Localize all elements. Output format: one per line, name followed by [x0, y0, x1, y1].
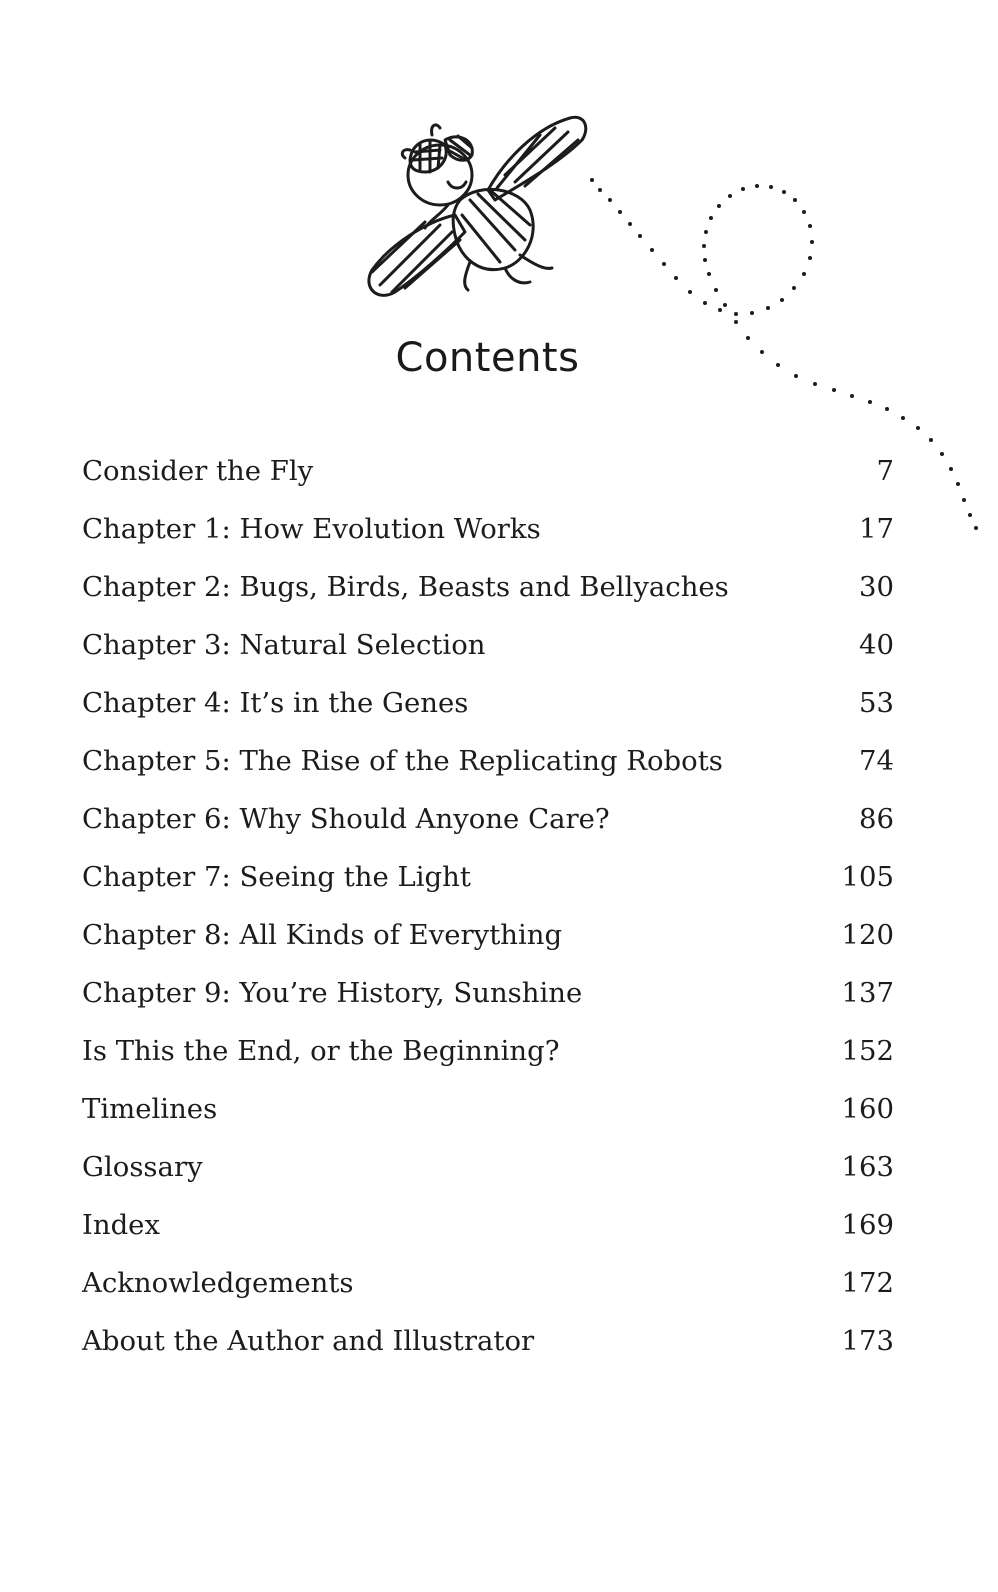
- toc-entry-title: Timelines: [82, 1093, 218, 1125]
- toc-entry-page: 120: [841, 919, 894, 951]
- toc-entry-title: Glossary: [82, 1151, 203, 1183]
- toc-entry: [82, 790, 894, 848]
- toc-entry-title: Chapter 1: How Evolution Works: [82, 513, 541, 545]
- toc-entry-title: Consider the Fly: [82, 455, 314, 487]
- toc-entry-page: 86: [859, 803, 894, 835]
- toc-entry-page: 160: [841, 1093, 894, 1125]
- toc-entry-page: 17: [859, 513, 894, 545]
- toc-entry-page: 7: [876, 455, 894, 487]
- toc-entry: [82, 616, 894, 674]
- toc-entry: [82, 1138, 894, 1196]
- toc-entry: [82, 1022, 894, 1080]
- toc-entry-title: Chapter 3: Natural Selection: [82, 629, 486, 661]
- toc-entry: [82, 442, 894, 500]
- toc-entry-page: 30: [859, 571, 894, 603]
- toc-entry: [82, 500, 894, 558]
- toc-entry-page: 169: [841, 1209, 894, 1241]
- toc-entry-title: Index: [82, 1209, 160, 1241]
- toc-entry-title: Chapter 4: It’s in the Genes: [82, 687, 469, 719]
- toc-entry-title: Chapter 7: Seeing the Light: [82, 861, 471, 893]
- toc-entry-title: Chapter 6: Why Should Anyone Care?: [82, 803, 610, 835]
- toc-entry: [82, 732, 894, 790]
- toc-entry-title: Chapter 5: The Rise of the Replicating Robots: [82, 745, 723, 777]
- toc-entry-title: About the Author and Illustrator: [82, 1325, 535, 1357]
- toc-entry-title: Is This the End, or the Beginning?: [82, 1035, 560, 1067]
- toc-entry: [82, 674, 894, 732]
- toc-entry: [82, 1196, 894, 1254]
- toc-entry: [82, 1312, 894, 1370]
- toc-entry: [82, 848, 894, 906]
- fly-icon: [369, 117, 586, 295]
- toc-entry-title: Chapter 9: You’re History, Sunshine: [82, 977, 583, 1009]
- toc-entry-page: 40: [859, 629, 894, 661]
- toc-entry-page: 53: [859, 687, 894, 719]
- toc-entry-title: Chapter 8: All Kinds of Everything: [82, 919, 563, 951]
- toc-entry-page: 137: [841, 977, 894, 1009]
- toc-entry-page: 163: [841, 1151, 894, 1183]
- toc-entry-page: 172: [841, 1267, 894, 1299]
- toc-entry: [82, 906, 894, 964]
- toc-entry-title: Acknowledgements: [82, 1267, 354, 1299]
- toc-entry-title: Chapter 2: Bugs, Birds, Beasts and Bellyaches: [82, 571, 729, 603]
- toc-entry: [82, 964, 894, 1022]
- table-of-contents: [82, 442, 894, 1370]
- toc-entry: [82, 558, 894, 616]
- toc-entry-page: 74: [859, 745, 894, 777]
- toc-entry: [82, 1080, 894, 1138]
- toc-entry-page: 105: [841, 861, 894, 893]
- toc-entry-page: 152: [841, 1035, 894, 1067]
- page-title: Contents: [395, 335, 580, 381]
- toc-entry: [82, 1254, 894, 1312]
- toc-entry-page: 173: [841, 1325, 894, 1357]
